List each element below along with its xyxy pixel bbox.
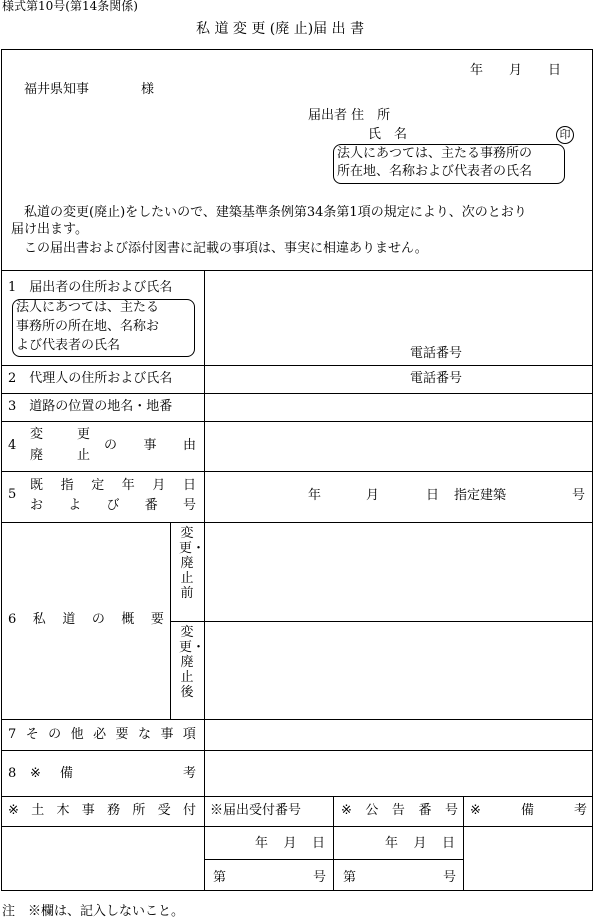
row8-remark-2: 考 <box>183 766 197 781</box>
row5-char: 既 <box>30 478 44 493</box>
row5-year[interactable]: 年 <box>308 488 322 503</box>
office-char: 所 <box>132 803 146 818</box>
row5-char: 定 <box>91 478 105 493</box>
row5-month[interactable]: 月 <box>366 488 380 503</box>
office-char: 事 <box>81 803 95 818</box>
row1-note-line-1: 法人にあつては、主たる <box>16 300 160 315</box>
row6-char: 道 <box>62 612 76 627</box>
body-paragraph-1-line-1: 私道の変更(廃止)をしたいので、建築基準条例第34条第1項の規定により、次のとおり <box>24 205 527 220</box>
row4-change-char: 更 <box>76 427 90 442</box>
row-divider <box>1 393 593 394</box>
seal-mark: 印 <box>556 126 574 144</box>
office-char: ※ <box>470 803 481 818</box>
number-char: 号 <box>312 870 326 885</box>
row-divider <box>1 471 593 472</box>
office-char: 土 <box>31 803 45 818</box>
column-divider <box>333 796 334 891</box>
row2-label: 2 代理人の住所および氏名 <box>8 371 173 386</box>
row-divider <box>1 365 593 366</box>
row5-char: 月 <box>152 478 166 493</box>
row7-char: の <box>48 727 62 742</box>
office-char: 備 <box>520 803 534 818</box>
row1-label: 1 届出者の住所および氏名 <box>8 280 173 295</box>
row6-after-label: 変更・廃止後 <box>179 625 206 700</box>
row5-designation: 指定建築 <box>454 488 507 503</box>
office-char: 付 <box>182 803 196 818</box>
office-char: 木 <box>56 803 70 818</box>
row6-char: 私 <box>32 612 46 627</box>
corp-note-line-1: 法人にあつては、主たる事務所の <box>337 146 533 161</box>
row4-abolish-char: 廃 <box>30 448 44 463</box>
row1-phone-label[interactable]: 電話番号 <box>410 346 463 361</box>
row5-day[interactable]: 日 <box>426 488 440 503</box>
row4-change-char: 変 <box>30 427 44 442</box>
row7-char: 項 <box>182 727 196 742</box>
office-notice-date[interactable] <box>385 836 455 852</box>
office-notice-number-header <box>341 803 458 819</box>
office-char: 受 <box>157 803 171 818</box>
date-char: 月 <box>413 836 427 851</box>
row5-label-line-1 <box>30 478 196 494</box>
row6-char: 6 <box>8 612 17 627</box>
date-line[interactable]: 年 月 日 <box>470 63 562 78</box>
office-char: 告 <box>391 803 405 818</box>
row5-number-suffix[interactable]: 号 <box>572 488 586 503</box>
row-divider <box>1 796 593 797</box>
footnote: 注 ※欄は、記入しないこと。 <box>2 904 185 919</box>
row-divider <box>1 826 593 827</box>
row6-char: 要 <box>150 612 164 627</box>
number-char: 第 <box>213 870 227 885</box>
row5-number: 5 <box>8 487 17 502</box>
applicant-name-label: 氏 名 <box>368 127 408 142</box>
row5-char: 番 <box>144 498 158 513</box>
row1-note-line-3: よび代表者の氏名 <box>16 338 121 353</box>
date-char: 年 <box>385 836 399 851</box>
row1-note-line-2: 事務所の所在地、名称お <box>16 319 160 334</box>
row-divider <box>1 522 593 523</box>
row7-char: そ <box>25 727 39 742</box>
row-divider <box>1 719 593 720</box>
office-char: 考 <box>573 803 587 818</box>
row4-change <box>30 427 90 443</box>
row4-reason <box>104 438 196 454</box>
row2-phone-label[interactable]: 電話番号 <box>410 371 463 386</box>
row4-reason-char: 由 <box>182 438 196 453</box>
row4-abolish-char: 止 <box>76 448 90 463</box>
row5-label-line-2 <box>30 498 196 514</box>
row-divider <box>170 621 593 622</box>
row6-before-label: 変更・廃止前 <box>179 526 206 601</box>
number-char: 第 <box>343 870 357 885</box>
office-receipt-number[interactable] <box>213 870 326 886</box>
number-char: 号 <box>442 870 456 885</box>
row-divider <box>1 270 593 271</box>
row7-char: 他 <box>70 727 84 742</box>
office-char: 号 <box>444 803 458 818</box>
date-char: 日 <box>441 836 455 851</box>
column-divider <box>170 522 171 719</box>
office-remarks-header <box>470 803 587 819</box>
row4-number: 4 <box>8 438 17 453</box>
office-char: ※ <box>341 803 352 818</box>
body-paragraph-2: この届出書および添付図書に記載の事項は、事実に相違ありません。 <box>24 241 428 256</box>
row5-char: よ <box>68 498 82 513</box>
row5-char: 日 <box>182 478 196 493</box>
row8-mark: ※ <box>30 766 41 781</box>
form-number: 様式第10号(第14条関係) <box>2 0 138 13</box>
office-receipt-header <box>8 803 196 819</box>
row4-abolish <box>30 448 90 464</box>
office-char: 番 <box>418 803 432 818</box>
row4-reason-char: 事 <box>143 438 157 453</box>
row5-char: 年 <box>121 478 135 493</box>
row8-remark-1: 備 <box>60 766 74 781</box>
form-title: 私 道 変 更 (廃 止)届 出 書 <box>196 21 365 37</box>
row7-char: 必 <box>93 727 107 742</box>
row6-label <box>8 612 164 628</box>
row8-number: 8 <box>8 766 17 781</box>
office-char: 務 <box>107 803 121 818</box>
row4-reason-char: の <box>104 438 118 453</box>
row6-char: 概 <box>121 612 135 627</box>
office-char: ※ <box>8 803 19 818</box>
row7-label <box>8 727 196 743</box>
office-receipt-number-header: ※届出受付番号 <box>210 803 302 818</box>
row7-char: 7 <box>8 727 17 742</box>
body-paragraph-1-line-2: 届け出ます。 <box>11 222 88 237</box>
row7-char: 要 <box>115 727 129 742</box>
row-divider <box>1 750 593 751</box>
column-divider <box>463 796 464 891</box>
row6-char: の <box>91 612 105 627</box>
office-receipt-date[interactable] <box>255 836 325 852</box>
row5-char: 指 <box>60 478 74 493</box>
row3-label: 3 道路の位置の地名・地番 <box>8 399 173 414</box>
row5-char: 号 <box>182 498 196 513</box>
date-char: 月 <box>283 836 297 851</box>
date-char: 日 <box>311 836 325 851</box>
addressee: 福井県知事 様 <box>24 82 155 97</box>
row5-char: お <box>30 498 44 513</box>
office-notice-number[interactable] <box>343 870 456 886</box>
row-divider <box>1 421 593 422</box>
column-divider <box>204 270 205 891</box>
row7-char: な <box>137 727 151 742</box>
office-char: 公 <box>365 803 379 818</box>
corp-note-line-2: 所在地、名称および代表者の氏名 <box>337 164 533 179</box>
row5-char: び <box>106 498 120 513</box>
date-char: 年 <box>255 836 269 851</box>
applicant-address-label: 届出者 住 所 <box>308 108 391 123</box>
row7-char: 事 <box>160 727 174 742</box>
